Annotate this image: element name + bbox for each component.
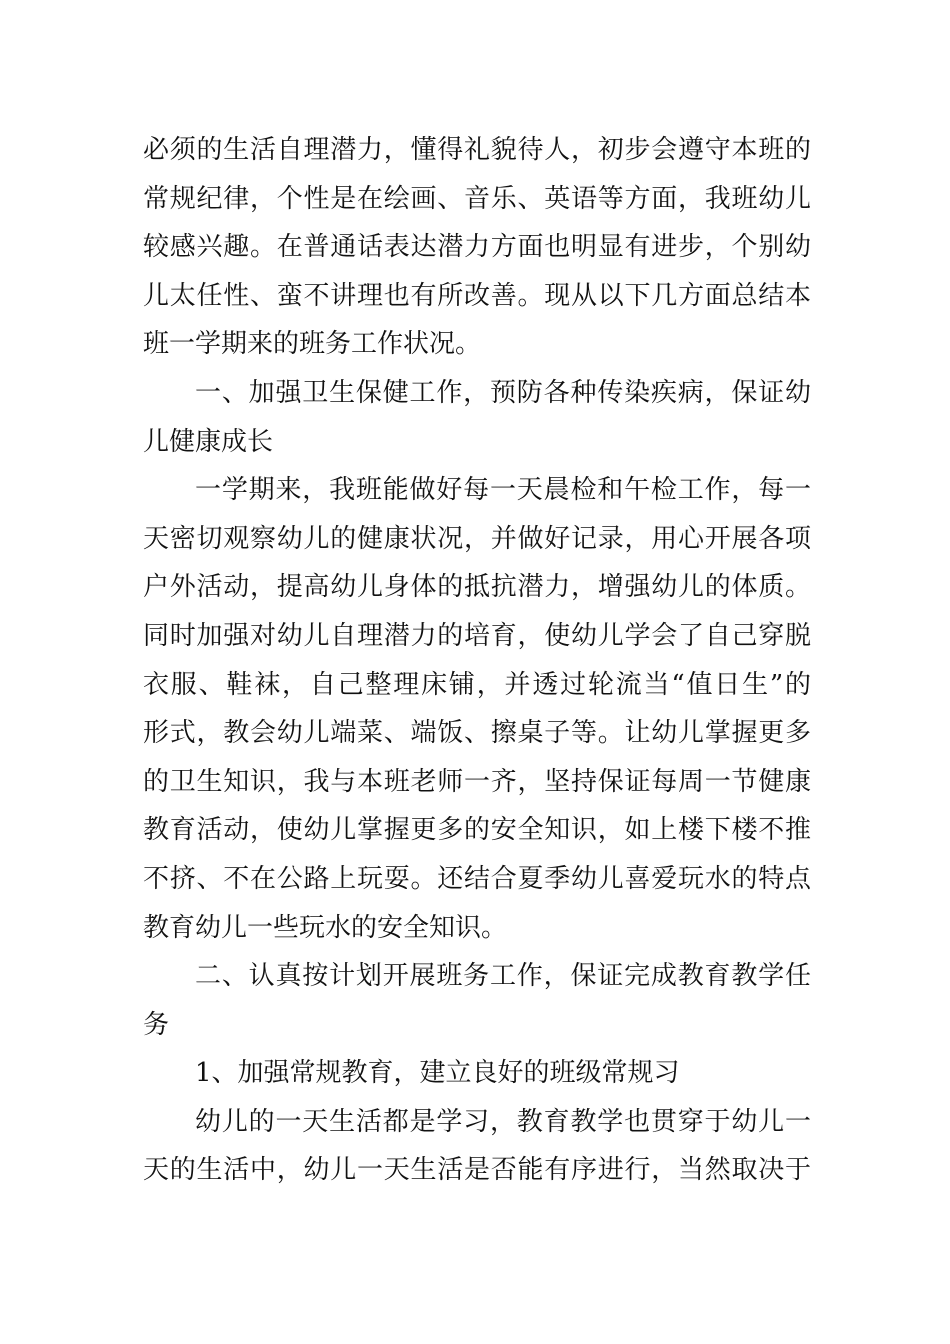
text-line: 同时加强对幼儿自理潜力的培育，使幼儿学会了自己穿脱: [143, 620, 811, 651]
text-line: 天密切观察幼儿的健康状况，并做好记录，用心开展各项: [143, 523, 811, 554]
text-line: 务: [143, 1009, 170, 1040]
text-line: 一学期来，我班能做好每一天晨检和午检工作，每一: [195, 475, 811, 506]
text-line: 必须的生活自理潜力，懂得礼貌待人，初步会遵守本班的: [143, 135, 811, 165]
text-line: 儿太任性、蛮不讲理也有所改善。现从以下几方面总结本: [143, 280, 811, 311]
text-line: 幼儿的一天生活都是学习，教育教学也贯穿于幼儿一: [195, 1106, 811, 1137]
text-line: 常规纪律，个性是在绘画、音乐、英语等方面，我班幼儿: [143, 183, 811, 214]
text-line: 儿健康成长: [143, 426, 274, 457]
text-line: 班一学期来的班务工作状况。: [143, 329, 482, 360]
text-line: 二、认真按计划开展班务工作，保证完成教育教学任: [195, 961, 811, 992]
text-line: 的卫生知识，我与本班老师一齐，坚持保证每周一节健康: [143, 766, 811, 797]
text-line: 天的生活中，幼儿一天生活是否能有序进行，当然取决于: [143, 1155, 811, 1186]
document-page: [143, 126, 811, 1195]
text-line: 教育幼儿一些玩水的安全知识。: [143, 912, 508, 943]
text-line: 衣服、鞋袜，自己整理床铺，并透过轮流当“值日生”的: [143, 669, 811, 700]
text-line: 1、加强常规教育，建立良好的班级常规习: [195, 1058, 680, 1089]
text-line: 户外活动，提高幼儿身体的抵抗潜力，增强幼儿的体质。: [143, 572, 811, 603]
text-line: 不挤、不在公路上玩耍。还结合夏季幼儿喜爱玩水的特点: [143, 863, 811, 894]
text-line: 一、加强卫生保健工作，预防各种传染疾病，保证幼: [195, 377, 811, 408]
text-line: 教育活动，使幼儿掌握更多的安全知识，如上楼下楼不推: [143, 815, 811, 846]
text-line: 形式，教会幼儿端菜、端饭、擦桌子等。让幼儿掌握更多: [143, 718, 811, 749]
text-line: 较感兴趣。在普通话表达潜力方面也明显有进步，个别幼: [143, 232, 811, 263]
